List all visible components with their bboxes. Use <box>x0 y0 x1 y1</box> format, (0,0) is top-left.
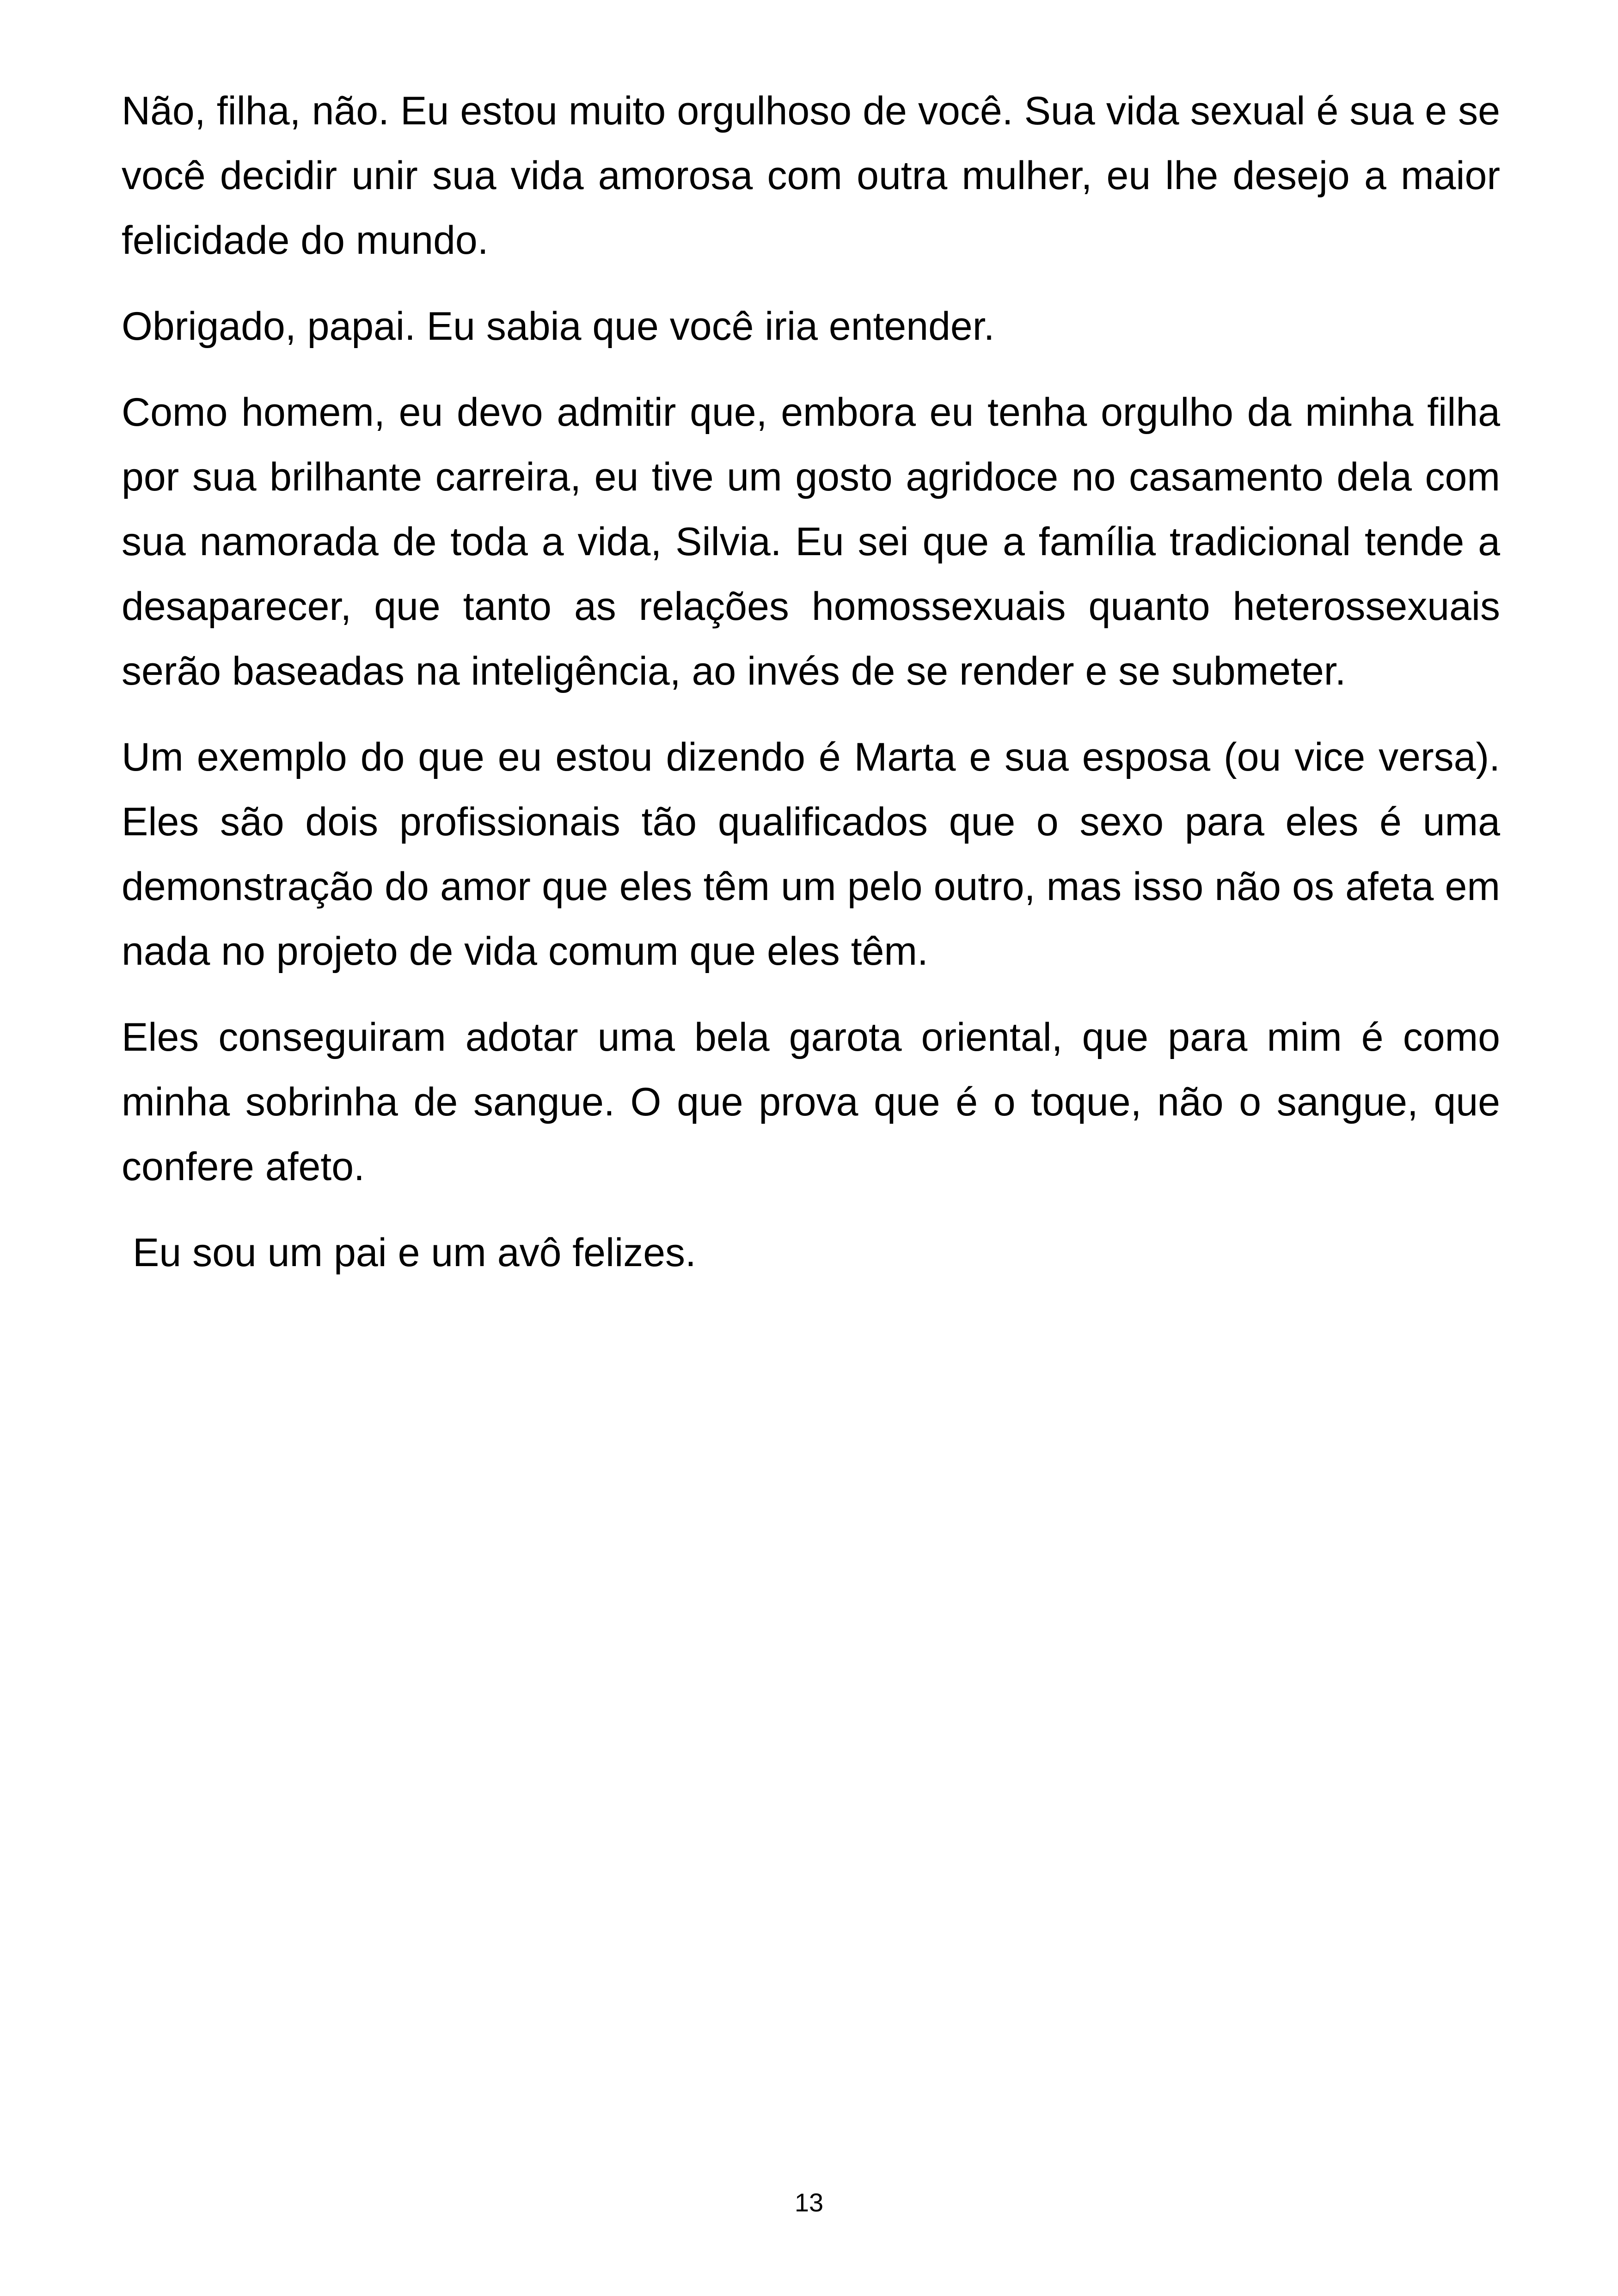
paragraph-3: Como homem, eu devo admitir que, embora eu tenha orgulho da minha filha por sua brilhante carreira, eu tive um gosto agridoce no casamento dela com sua namorada de toda a vida, Silvia. Eu sei que a família tradicional tende a desaparecer, que tanto as relações homossexuais quanto heterossexuais serão baseadas na inteligência, ao invés de se render e se submeter. <box>122 390 1500 693</box>
page-number: 13 <box>794 2188 824 2217</box>
paragraph-6: Eu sou um pai e um avô felizes. <box>133 1231 696 1275</box>
page-body <box>122 79 1500 1306</box>
paragraph-1: Não, filha, não. Eu estou muito orgulhoso de você. Sua vida sexual é sua e se você decidir unir sua vida amorosa com outra mulher, eu lhe desejo a maior felicidade do mundo. <box>122 89 1500 263</box>
paragraph-2: Obrigado, papai. Eu sabia que você iria entender. <box>122 304 995 349</box>
paragraph-4: Um exemplo do que eu estou dizendo é Marta e sua esposa (ou vice versa). Eles são dois profissionais tão qualificados que o sexo para eles é uma demonstração do amor que eles têm um pelo outro, mas isso não os afeta em nada no projeto de vida comum que eles têm. <box>122 735 1500 974</box>
paragraph-5: Eles conseguiram adotar uma bela garota oriental, que para mim é como minha sobrinha de sangue. O que prova que é o toque, não o sangue, que confere afeto. <box>122 1015 1500 1189</box>
